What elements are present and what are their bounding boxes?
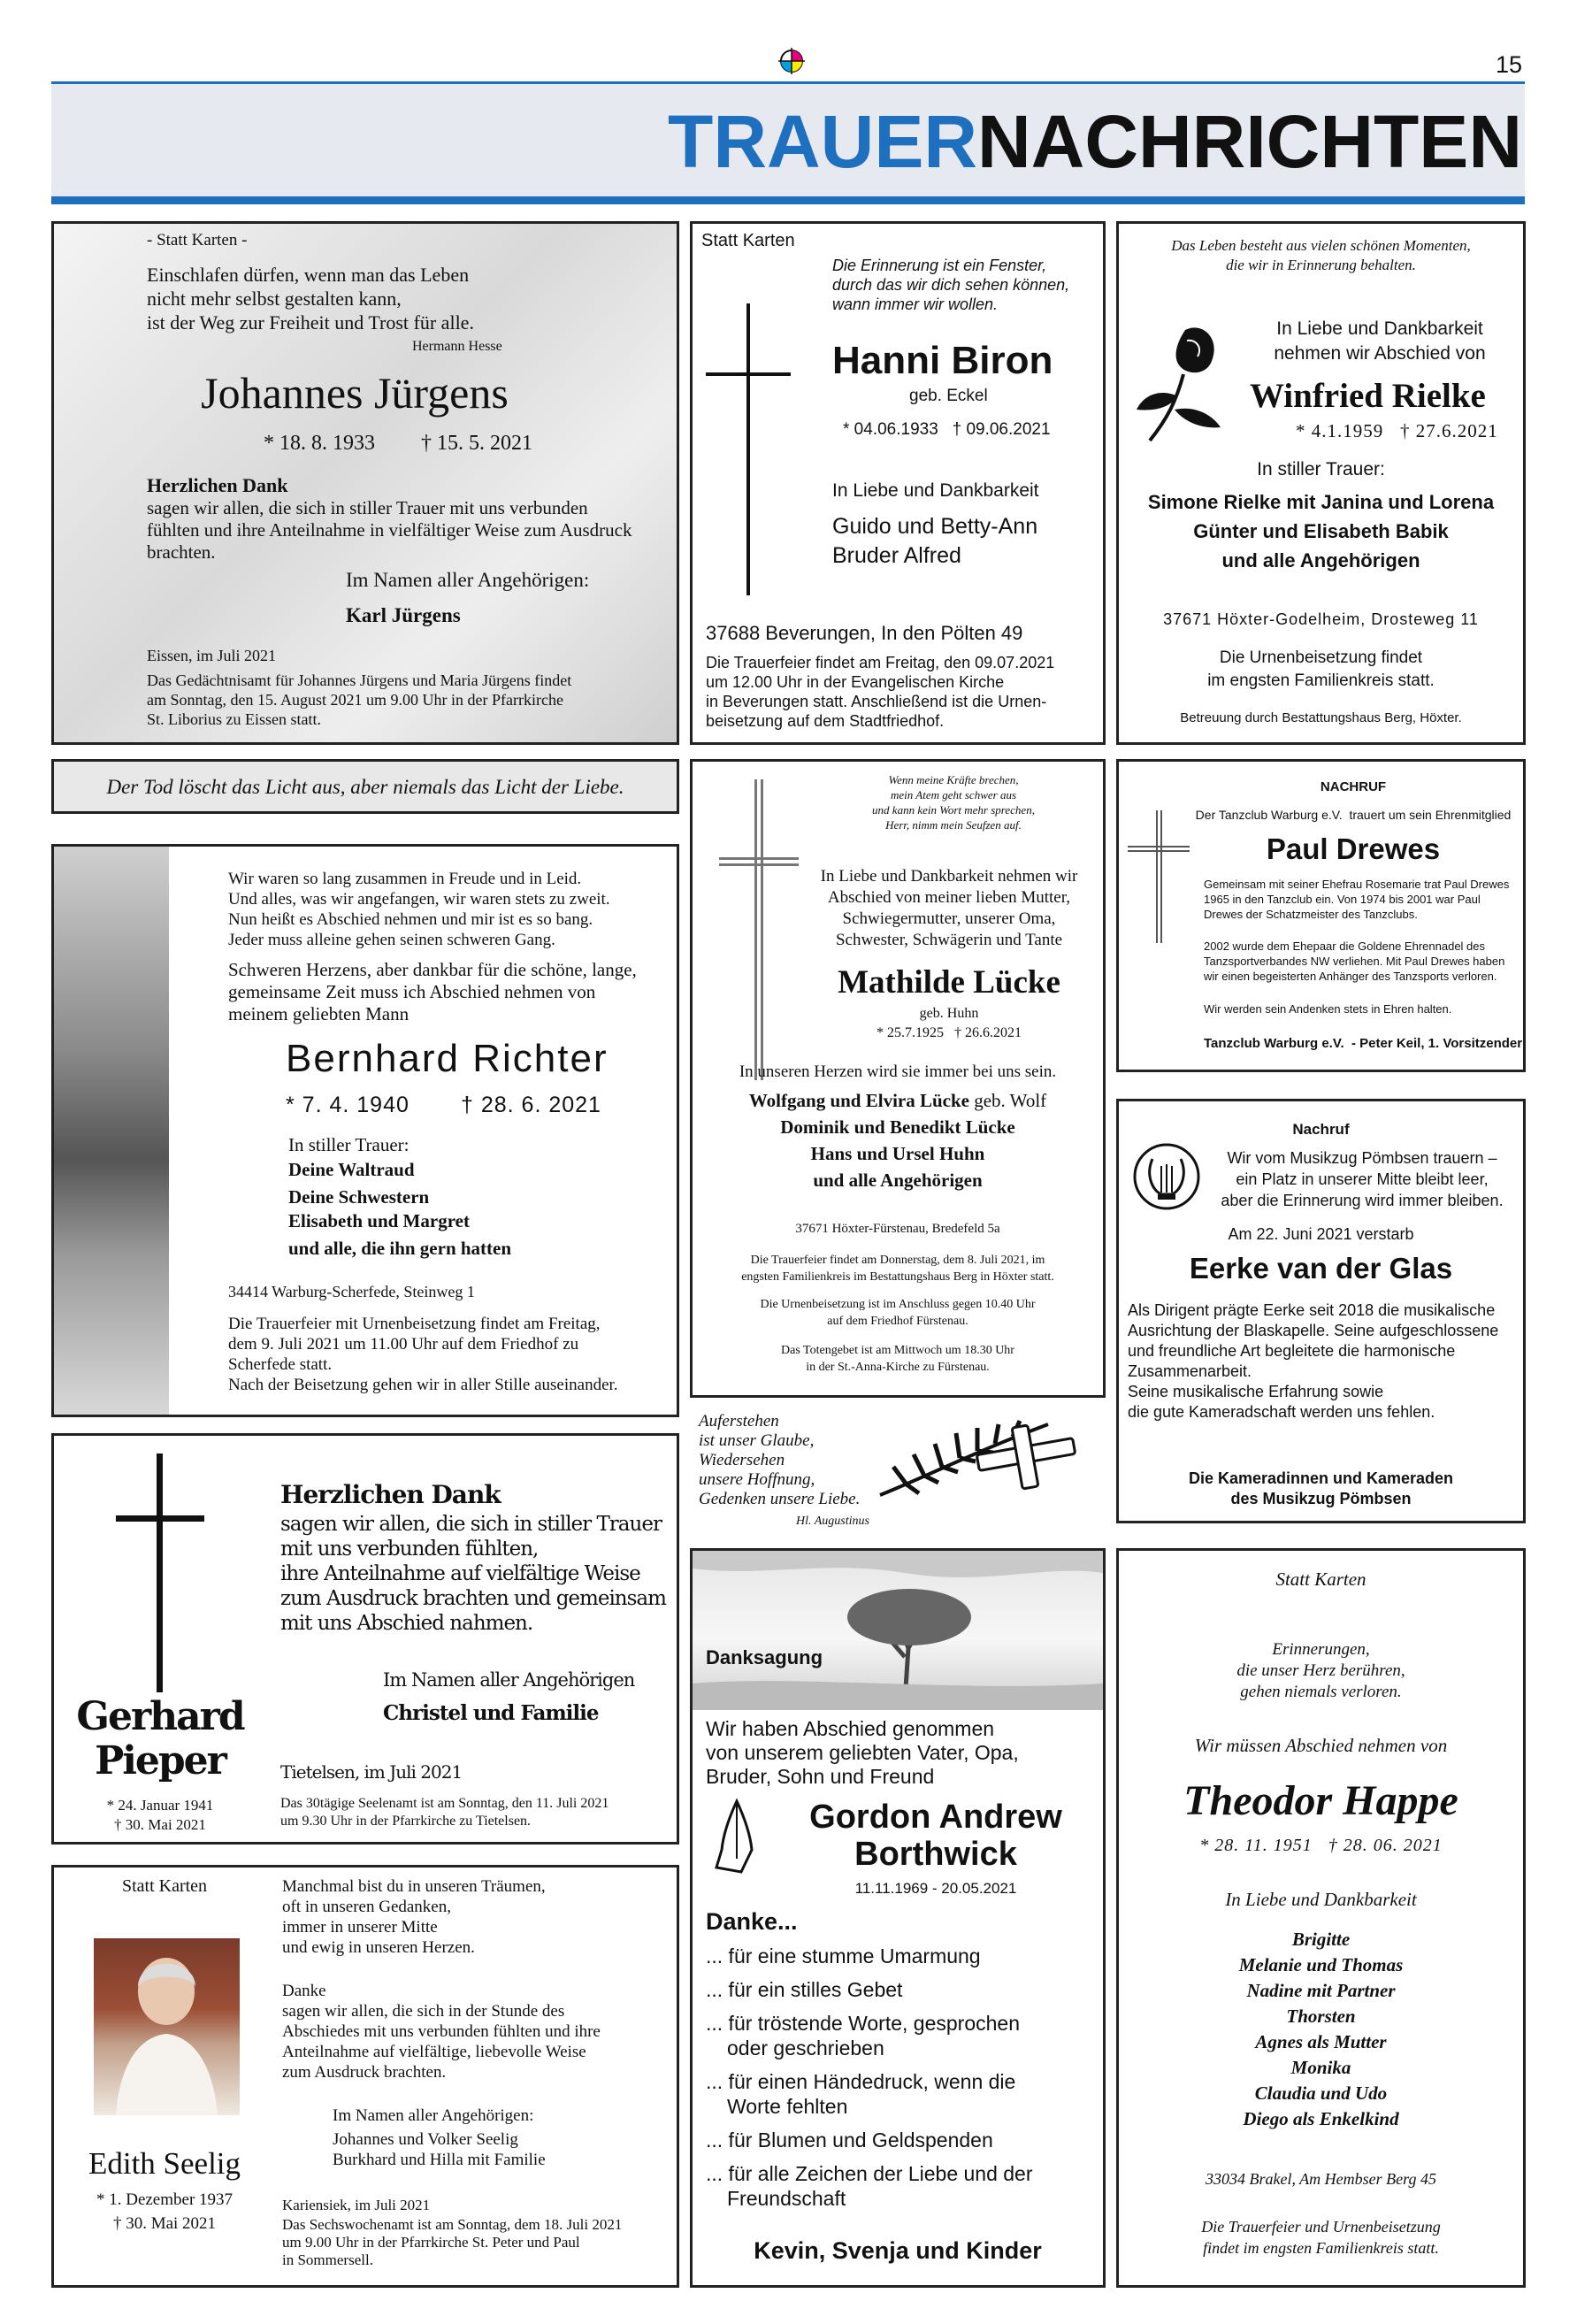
intro: Der Tanzclub Warburg e.V. trauert um sein Ehrenmitglied bbox=[1195, 808, 1512, 822]
label: Danksagung bbox=[706, 1646, 823, 1668]
family-line: Nadine mit Partner bbox=[1246, 1980, 1396, 2001]
notice-juergens bbox=[51, 221, 679, 745]
family bbox=[832, 512, 1037, 571]
mourners-label: In stiller Trauer: bbox=[1257, 459, 1385, 479]
poem-line: gehen niemals verloren. bbox=[1240, 1683, 1402, 1701]
dates: * 25.7.1925 † 26.6.2021 bbox=[877, 1025, 1022, 1040]
poem-line: immer in unserer Mitte bbox=[282, 1918, 438, 1937]
text-line: Die Trauerfeier findet am Donnerstag, dem 8. Juli 2021, im bbox=[750, 1254, 1045, 1267]
text-line: Die Urnenbeisetzung ist im Anschluss gegen 10.40 Uhr bbox=[760, 1298, 1036, 1311]
notice-rielke bbox=[1116, 221, 1526, 745]
notice-biron bbox=[690, 221, 1106, 745]
cross-palm-icon bbox=[871, 1415, 1092, 1504]
family-line: Hans und Ursel Huhn bbox=[810, 1143, 985, 1164]
text-line: zum Ausdruck brachten und gemeinsam bbox=[280, 1587, 666, 1610]
text bbox=[1128, 1300, 1498, 1423]
thanks-list bbox=[706, 1944, 1033, 2220]
text-line: ist unser Glaube, bbox=[699, 1431, 815, 1450]
birth-name: geb. Eckel bbox=[909, 387, 988, 405]
list-item: ... für ein stilles Gebet bbox=[706, 1978, 903, 2001]
intro-line: Wir vom Musikzug Pömbsen trauern – bbox=[1227, 1149, 1497, 1167]
poem-line: und ewig in unseren Herzen. bbox=[282, 1938, 475, 1957]
text-line: Wiedersehen bbox=[699, 1451, 785, 1469]
death-date: † 30. Mai 2021 bbox=[112, 2214, 217, 2233]
text-line: 1965 in den Tanzclub ein. Von 1974 bis 2001 war Paul bbox=[1204, 893, 1481, 906]
notice-seelig bbox=[51, 1865, 679, 2288]
poem-line: Und alles, was wir angefangen, wir waren stets zu zweit. bbox=[228, 890, 610, 909]
page-number: 15 bbox=[1495, 51, 1522, 78]
text-line: dem 9. Juli 2021 um 11.00 Uhr auf dem Friedhof zu bbox=[228, 1335, 579, 1354]
place-date: Kariensiek, im Juli 2021 bbox=[282, 2197, 431, 2213]
text-line: engsten Familienkreis im Bestattungshaus Berg in Höxter statt. bbox=[741, 1270, 1054, 1284]
text-line: Das Totengebet ist am Mittwoch um 18.30 Uhr bbox=[781, 1344, 1014, 1357]
address: 34414 Warburg-Scherfede, Steinweg 1 bbox=[228, 1283, 475, 1300]
notice-richter bbox=[51, 844, 679, 1417]
intro-line: Schweren Herzens, aber dankbar für die schöne, lange, bbox=[228, 959, 637, 980]
deceased-name: Eerke van der Glas bbox=[1189, 1252, 1453, 1285]
notice-happe bbox=[1116, 1548, 1526, 2288]
intro-line: Wir haben Abschied genommen bbox=[706, 1717, 995, 1740]
family-line: Thorsten bbox=[1286, 2006, 1356, 2027]
auferstehen-text bbox=[699, 1412, 860, 1509]
poem-line: und kann kein Wort mehr sprechen, bbox=[872, 803, 1035, 817]
thanks bbox=[282, 1981, 601, 2082]
text-line: Ausrichtung der Blaskapelle. Seine aufgeschlossene bbox=[1128, 1322, 1499, 1339]
text-line: mit uns Abschied nahmen. bbox=[280, 1612, 533, 1635]
poem-line: Erinnerungen, bbox=[1272, 1640, 1370, 1659]
poem bbox=[282, 1876, 546, 1958]
family-line: Brigitte bbox=[1291, 1929, 1351, 1950]
family-line: Claudia und Udo bbox=[1254, 2082, 1388, 2104]
text-line: Das Sechswochenamt ist am Sonntag, dem 18. Juli 2021 bbox=[282, 2216, 623, 2233]
text-line: Die Trauerfeier mit Urnenbeisetzung findet am Freitag, bbox=[228, 1315, 601, 1333]
quote-line: Die Erinnerung ist ein Fenster, bbox=[832, 257, 1047, 274]
poem-line: nicht mehr selbst gestalten kann, bbox=[147, 288, 402, 310]
page-title-part1: TRAUER bbox=[668, 100, 978, 183]
intro-line: Bruder, Sohn und Freund bbox=[706, 1765, 935, 1788]
text-line: brachten. bbox=[147, 541, 216, 563]
text-line: in der St.-Anna-Kirche zu Fürstenau. bbox=[806, 1361, 990, 1374]
intro-line: In Liebe und Dankbarkeit nehmen wir bbox=[820, 867, 1078, 886]
statt-karten: Statt Karten bbox=[1275, 1569, 1366, 1590]
text-line: beisetzung auf dem Stadtfriedhof. bbox=[706, 712, 945, 730]
poem bbox=[147, 263, 474, 334]
rose-icon bbox=[1132, 312, 1238, 445]
cross-icon bbox=[719, 779, 799, 1080]
banner-text: Der Tod löscht das Licht aus, aber niemals das Licht der Liebe. bbox=[106, 776, 624, 798]
text-line: Tanzsportverbandes NW verliehen. Mit Paul Drewes haben bbox=[1204, 955, 1505, 968]
family-line: und alle Angehörigen bbox=[813, 1170, 983, 1191]
name-line: Borthwick bbox=[854, 1836, 1017, 1873]
birth-date: * 24. Januar 1941 bbox=[106, 1797, 214, 1814]
header-rule-bottom bbox=[51, 196, 1525, 204]
statt-karten: Statt Karten bbox=[701, 231, 795, 250]
list-item: ... für eine stumme Umarmung bbox=[706, 1944, 981, 1967]
text-line: unsere Hoffnung, bbox=[699, 1470, 815, 1489]
intro bbox=[1243, 317, 1517, 366]
intro-line: aber die Erinnerung wird immer bleiben. bbox=[1221, 1192, 1504, 1209]
text-line: Seine musikalische Erfahrung sowie bbox=[1128, 1383, 1384, 1400]
text-line: ihre Anteilnahme auf vielfältige Weise bbox=[280, 1562, 640, 1585]
death-date: † 30. Mai 2021 bbox=[114, 1816, 206, 1833]
family-line bbox=[693, 1087, 1103, 1114]
ceremony bbox=[706, 653, 1054, 731]
poem-line: ist der Weg zur Freiheit und Trost für alle. bbox=[147, 311, 474, 334]
intro-line: meinem geliebten Mann bbox=[228, 1003, 410, 1024]
birth-date: * 18. 8. 1933 bbox=[264, 432, 375, 455]
date: Am 22. Juni 2021 verstarb bbox=[1228, 1225, 1414, 1243]
auferstehen-author: Hl. Augustinus bbox=[796, 1515, 869, 1528]
signature bbox=[1119, 1469, 1523, 1509]
poem bbox=[228, 869, 610, 950]
text-line: um 9.30 Uhr in der Pfarrkirche zu Tietelsen. bbox=[280, 1814, 532, 1829]
family-line: Dominik und Benedikt Lücke bbox=[780, 1116, 1015, 1138]
intro: Wir müssen Abschied nehmen von bbox=[1194, 1735, 1448, 1756]
deceased-name: Edith Seelig bbox=[88, 2146, 241, 2181]
name-line: Gordon Andrew bbox=[809, 1799, 1062, 1836]
registration-mark-icon bbox=[778, 48, 805, 74]
text-line: Auferstehen bbox=[699, 1412, 779, 1430]
thanks-text bbox=[280, 1512, 666, 1636]
family-rest: geb. Wolf bbox=[968, 1090, 1047, 1111]
family-line: Bruder Alfred bbox=[832, 543, 961, 568]
text-line: Als Dirigent prägte Eerke seit 2018 die musikalische bbox=[1128, 1301, 1496, 1319]
intro bbox=[1207, 1147, 1517, 1211]
family bbox=[333, 2129, 546, 2170]
para-1 bbox=[1204, 877, 1509, 922]
label: NACHRUF bbox=[1320, 779, 1387, 794]
deceased-name: Hanni Biron bbox=[832, 339, 1053, 382]
love-line: In Liebe und Dankbarkeit bbox=[832, 480, 1039, 501]
ceremony bbox=[228, 1314, 618, 1395]
mass bbox=[282, 2216, 622, 2269]
signature: Kevin, Svenja und Kinder bbox=[754, 2237, 1042, 2264]
tree-photo bbox=[693, 1551, 1103, 1710]
family-bold: Wolfgang und Elvira Lücke bbox=[748, 1090, 969, 1111]
intro-line: In Liebe und Dankbarkeit bbox=[1276, 318, 1483, 339]
sea-photo bbox=[54, 847, 169, 1415]
deceased-name: Bernhard Richter bbox=[286, 1037, 609, 1080]
intro-line: gemeinsame Zeit muss ich Abschied nehmen von bbox=[228, 981, 596, 1002]
signature: Tanzclub Warburg e.V. - Peter Keil, 1. Vorsitzender bbox=[1204, 1036, 1523, 1051]
address: 37671 Höxter-Godelheim, Drosteweg 11 bbox=[1163, 610, 1479, 628]
poem-line: Wir waren so lang zusammen in Freude und in Leid. bbox=[228, 870, 582, 888]
on-behalf: Im Namen aller Angehörigen bbox=[383, 1669, 635, 1691]
intro-line: ein Platz in unserer Mitte bleibt leer, bbox=[1236, 1170, 1489, 1188]
intro-line: Schwester, Schwägerin und Tante bbox=[835, 931, 1063, 949]
text-line: St. Liborius zu Eissen statt. bbox=[147, 710, 321, 728]
mourner-line: Elisabeth und Margret bbox=[288, 1210, 470, 1231]
list-item: ... für Blumen und Geldspenden bbox=[706, 2128, 993, 2151]
deceased-name: Paul Drewes bbox=[1266, 832, 1441, 865]
mourners bbox=[1119, 487, 1523, 575]
poem-line: Einschlafen dürfen, wenn man das Leben bbox=[147, 264, 470, 286]
notice-drewes bbox=[1116, 759, 1526, 1072]
cross-icon bbox=[706, 303, 794, 595]
text-line: um 12.00 Uhr in der Evangelischen Kirche bbox=[706, 673, 1005, 691]
death-date: † 15. 5. 2021 bbox=[421, 432, 532, 455]
quote-line: die wir in Erinnerung behalten. bbox=[1226, 257, 1416, 273]
prayer bbox=[693, 1342, 1103, 1376]
text-line: Anteilnahme auf vielfältige, liebevolle Weise bbox=[282, 2043, 586, 2061]
mourners bbox=[288, 1158, 511, 1261]
family-line: Guido und Betty-Ann bbox=[832, 514, 1038, 539]
text-line: Gedenken unsere Liebe. bbox=[699, 1490, 861, 1508]
poem-line: Nun heißt es Abschied nehmen und mir ist es so bang. bbox=[228, 910, 593, 929]
text-line: Zusammenarbeit. bbox=[1128, 1362, 1252, 1380]
text-line: in Sommersell. bbox=[282, 2251, 373, 2268]
text-line: sagen wir allen, die sich in stiller Trauer bbox=[280, 1513, 662, 1536]
death-date: † 28. 6. 2021 bbox=[461, 1093, 601, 1117]
dates: * 4.1.1959 † 27.6.2021 bbox=[1296, 420, 1498, 441]
para-2 bbox=[1204, 939, 1504, 984]
list-item: ... für einen Händedruck, wenn die Worte fehlten bbox=[706, 2070, 1016, 2118]
list-item: ... für tröstende Worte, gesprochen oder geschrieben bbox=[706, 2012, 1020, 2059]
text-line: Scherfede statt. bbox=[228, 1355, 333, 1374]
text-line: Gemeinsam mit seiner Ehefrau Rosemarie trat Paul Drewes bbox=[1204, 878, 1510, 891]
signer: Karl Jürgens bbox=[346, 604, 461, 626]
sign-line: des Musikzug Pömbsen bbox=[1230, 1490, 1412, 1507]
family bbox=[693, 1087, 1103, 1193]
poem-line: Manchmal bist du in unseren Träumen, bbox=[282, 1877, 546, 1896]
ceremony bbox=[693, 1252, 1103, 1285]
family-line: Agnes als Mutter bbox=[1255, 2031, 1387, 2052]
place-date: Eissen, im Juli 2021 bbox=[147, 647, 277, 664]
banner-tod bbox=[51, 759, 679, 814]
intro-line: von unserem geliebten Vater, Opa, bbox=[706, 1741, 1019, 1764]
text-line: zum Ausdruck brachten. bbox=[282, 2063, 447, 2082]
thanks-title: Herzlichen Dank bbox=[280, 1480, 501, 1509]
cross-icon bbox=[116, 1453, 204, 1692]
notice-borthwick bbox=[690, 1548, 1106, 2288]
poem bbox=[1119, 1639, 1523, 1703]
deceased-name bbox=[772, 1799, 1099, 1873]
text-line: Das Gedächtnisamt für Johannes Jürgens und Maria Jürgens findet bbox=[147, 671, 572, 689]
quote-line: durch das wir dich sehen können, bbox=[832, 276, 1070, 294]
page-title bbox=[668, 99, 1522, 184]
mourner-line: und alle, die ihn gern hatten bbox=[288, 1238, 512, 1259]
text-line: wir einen begeisterten Anhänger des Tanzsports verloren. bbox=[1204, 970, 1497, 983]
text-line: Drewes der Schatzmeister des Tanzclubs. bbox=[1204, 908, 1418, 921]
mourner-line: Günter und Elisabeth Babik bbox=[1193, 520, 1449, 542]
address: 37671 Höxter-Fürstenau, Bredefeld 5a bbox=[795, 1222, 1000, 1236]
family-line: Diego als Enkelkind bbox=[1243, 2108, 1399, 2129]
family bbox=[1119, 1927, 1523, 2132]
text-line: mit uns verbunden fühlten, bbox=[280, 1538, 539, 1561]
notice-luecke bbox=[690, 759, 1106, 1398]
burial bbox=[693, 1296, 1103, 1330]
deceased-name: Johannes Jürgens bbox=[201, 368, 509, 418]
sign-line: Die Kameradinnen und Kameraden bbox=[1188, 1469, 1454, 1487]
deceased-name-first: Gerhard bbox=[76, 1694, 244, 1739]
text-line: Nach der Beisetzung gehen wir in aller Stille auseinander. bbox=[228, 1376, 618, 1394]
intro bbox=[799, 866, 1099, 951]
poem-line: Wenn meine Kräfte brechen, bbox=[888, 773, 1019, 786]
deceased-name-last: Pieper bbox=[95, 1738, 226, 1783]
poem-line: oft in unseren Gedanken, bbox=[282, 1898, 451, 1916]
poem bbox=[825, 772, 1082, 832]
portrait-photo bbox=[94, 1938, 240, 2115]
text-line: Die Trauerfeier findet am Freitag, den 09.07.2021 bbox=[706, 654, 1055, 671]
dates: 11.11.1969 - 20.05.2021 bbox=[854, 1880, 1017, 1897]
poem-line: Herr, nimm mein Seufzen auf. bbox=[885, 818, 1022, 832]
text-line: in Beverungen statt. Anschließend ist die Urnen- bbox=[706, 693, 1047, 710]
thanks-title: Danke... bbox=[706, 1908, 798, 1935]
text-line: fühlten und ihre Anteilnahme in vielfältiger Weise zum Ausdruck bbox=[147, 519, 632, 541]
birth-name: geb. Huhn bbox=[919, 1006, 979, 1021]
label: Nachruf bbox=[1292, 1121, 1350, 1138]
dates: * 04.06.1933 † 09.06.2021 bbox=[843, 420, 1051, 439]
deceased-name: Theodor Happe bbox=[1183, 1777, 1458, 1824]
deceased-name: Mathilde Lücke bbox=[838, 964, 1060, 1001]
page-title-part2: NACHRICHTEN bbox=[977, 100, 1522, 183]
mourner-line: Simone Rielke mit Janina und Lorena bbox=[1147, 491, 1495, 513]
poem-line: Jeder muss alleine gehen seinen schweren Gang. bbox=[228, 931, 555, 949]
quote bbox=[832, 256, 1069, 314]
intro bbox=[228, 959, 637, 1025]
signer: Christel und Familie bbox=[383, 1701, 599, 1725]
quote-line: wann immer wir wollen. bbox=[832, 295, 999, 313]
ceremony bbox=[1119, 2216, 1523, 2259]
mourner-line: Deine Schwestern bbox=[288, 1186, 430, 1208]
thanks-text bbox=[147, 497, 632, 564]
statt-karten: - Statt Karten - bbox=[147, 231, 248, 249]
statt-karten: Statt Karten bbox=[121, 1876, 208, 1896]
mourner-line: und alle Angehörigen bbox=[1221, 549, 1420, 571]
thanks-title: Herzlichen Dank bbox=[147, 474, 288, 496]
praying-hands-icon bbox=[706, 1797, 768, 1876]
family-line: Johannes und Volker Seelig bbox=[333, 2130, 518, 2149]
place-date: Tietelsen, im Juli 2021 bbox=[280, 1761, 463, 1783]
notice-glas bbox=[1116, 1099, 1526, 1523]
poem-author: Hermann Hesse bbox=[412, 339, 502, 354]
text-line: findet im engsten Familienkreis statt. bbox=[1203, 2239, 1439, 2257]
mourners-label: In stiller Trauer: bbox=[288, 1134, 410, 1155]
text-line: im engsten Familienkreis statt. bbox=[1207, 671, 1435, 690]
para-3: Wir werden sein Andenken stets in Ehren halten. bbox=[1204, 1002, 1452, 1016]
mourner-line: Deine Waltraud bbox=[288, 1159, 415, 1180]
intro-line: Abschied von meiner lieben Mutter, bbox=[827, 888, 1071, 907]
text-line: am Sonntag, den 15. August 2021 um 9.00 Uhr in der Pfarrkirche bbox=[147, 691, 563, 709]
quote bbox=[1119, 236, 1523, 275]
dates: * 28. 11. 1951 † 28. 06. 2021 bbox=[1199, 1836, 1443, 1855]
intro bbox=[706, 1717, 1019, 1789]
birth-date: * 7. 4. 1940 bbox=[286, 1093, 410, 1117]
poem-line: mein Atem geht schwer aus bbox=[890, 788, 1017, 802]
text-line: Die Urnenbeisetzung findet bbox=[1219, 648, 1423, 667]
poem-line: die unser Herz berühren, bbox=[1236, 1661, 1405, 1680]
hearts: In unseren Herzen wird sie immer bei uns sein. bbox=[739, 1062, 1057, 1081]
memorial-text bbox=[147, 671, 571, 729]
text-line: Die Trauerfeier und Urnenbeisetzung bbox=[1201, 2218, 1441, 2236]
text-line: auf dem Friedhof Fürstenau. bbox=[827, 1315, 968, 1328]
text-line: sagen wir allen, die sich in der Stunde des bbox=[282, 2002, 565, 2021]
intro-line: nehmen wir Abschied von bbox=[1274, 343, 1486, 364]
intro-line: Schwiegermutter, unserer Oma, bbox=[842, 909, 1056, 928]
on-behalf: Im Namen aller Angehörigen: bbox=[346, 569, 590, 591]
birth-date: * 1. Dezember 1937 bbox=[96, 2190, 233, 2209]
family-line: Melanie und Thomas bbox=[1238, 1954, 1404, 1975]
cross-icon bbox=[1128, 810, 1190, 943]
quote-line: Das Leben besteht aus vielen schönen Momenten, bbox=[1171, 237, 1471, 254]
family-line: Burkhard und Hilla mit Familie bbox=[333, 2151, 546, 2169]
notice-pieper bbox=[51, 1433, 679, 1845]
lyre-icon bbox=[1131, 1141, 1202, 1212]
text-line: sagen wir allen, die sich in stiller Trauer mit uns verbunden bbox=[147, 497, 588, 518]
text-line: um 9.00 Uhr in der Pfarrkirche St. Peter und Paul bbox=[282, 2234, 580, 2251]
text-line: die gute Kameradschaft werden uns fehlen. bbox=[1128, 1403, 1435, 1421]
deceased-name: Winfried Rielke bbox=[1250, 377, 1486, 415]
text-line: Abschiedes mit uns verbunden fühlten und ihre bbox=[282, 2022, 601, 2041]
text-line: und freundliche Art begleitete die harmonische bbox=[1128, 1342, 1456, 1360]
text-line: 2002 wurde dem Ehepaar die Goldene Ehrennadel des bbox=[1204, 940, 1486, 953]
undertaker: Betreuung durch Bestattungshaus Berg, Höxter. bbox=[1180, 710, 1462, 725]
address: 37688 Beverungen, In den Pölten 49 bbox=[706, 622, 1023, 644]
burial bbox=[1119, 647, 1523, 693]
text-line: Danke bbox=[282, 1982, 326, 2000]
family-line: Monika bbox=[1290, 2057, 1351, 2078]
address: 33034 Brakel, Am Hembser Berg 45 bbox=[1206, 2170, 1436, 2188]
on-behalf: Im Namen aller Angehörigen: bbox=[333, 2106, 534, 2125]
love-line: In Liebe und Dankbarkeit bbox=[1225, 1889, 1417, 1910]
text-line: Das 30tägige Seelenamt ist am Sonntag, den 11. Juli 2021 bbox=[280, 1796, 609, 1811]
list-item: ... für alle Zeichen der Liebe und der Freundschaft bbox=[706, 2162, 1033, 2210]
mass bbox=[280, 1795, 609, 1830]
